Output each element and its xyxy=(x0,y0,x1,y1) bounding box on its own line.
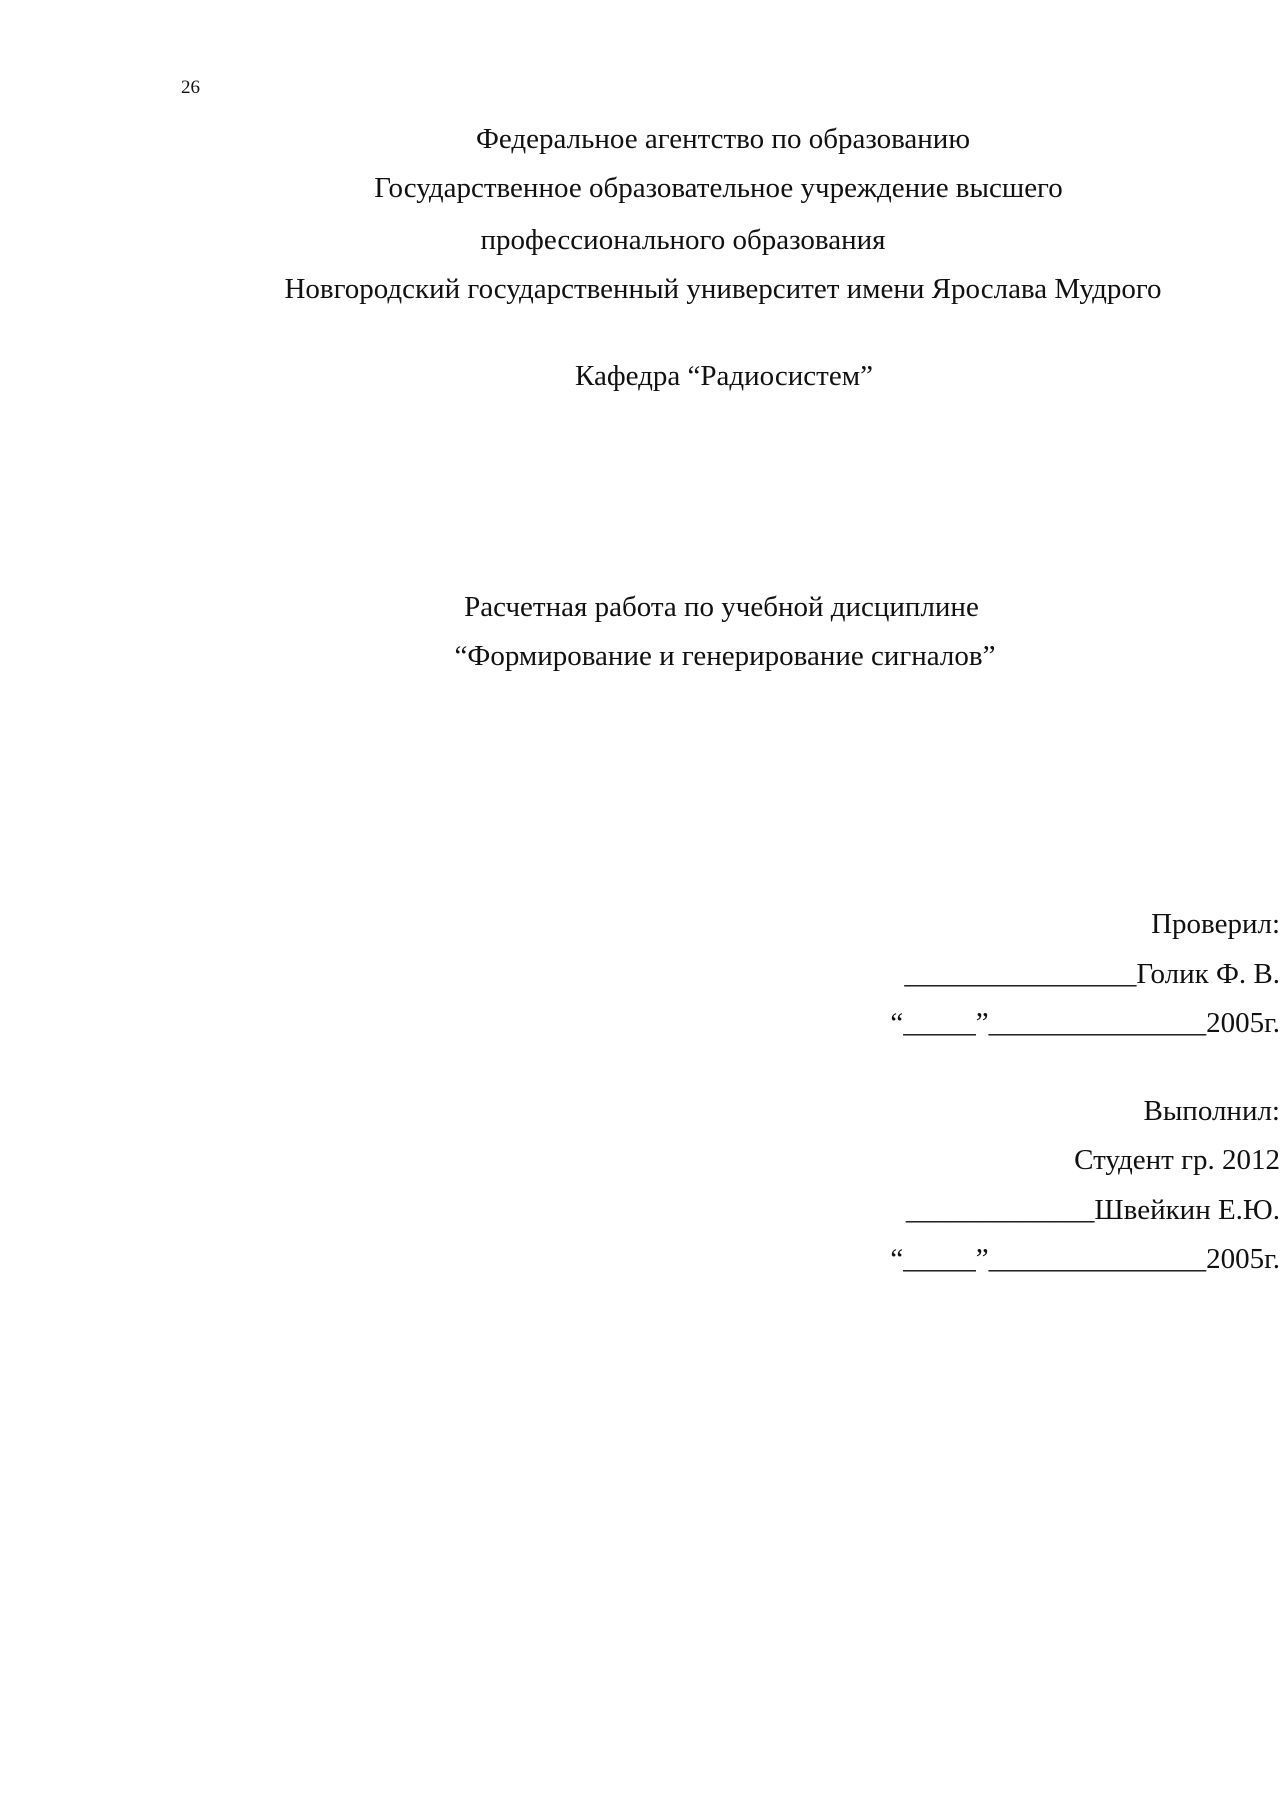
checked-date: “_____”_______________2005г. xyxy=(890,1007,1280,1039)
student-group: Студент гр. 2012 xyxy=(1074,1144,1280,1176)
work-title-line-1: Расчетная работа по учебной дисциплине xyxy=(464,591,979,623)
performed-signature: _____________Швейкин Е.Ю. xyxy=(905,1194,1280,1226)
agency-line: Федеральное агентство по образованию xyxy=(475,123,970,155)
university-line: Новгородский государственный университет имени Ярослава Мудрого xyxy=(284,273,1162,305)
institution-line-2: профессионального образования xyxy=(480,224,886,256)
page-number: 26 xyxy=(181,77,200,98)
department-line: Кафедра “Радиосистем” xyxy=(575,360,873,392)
checked-label: Проверил: xyxy=(1151,908,1280,940)
checked-signature: ________________Голик Ф. В. xyxy=(904,958,1280,990)
institution-line-1: Государственное образовательное учреждение высшего xyxy=(374,172,1063,204)
work-title-line-2: “Формирование и генерирование сигналов” xyxy=(454,640,996,672)
performed-label: Выполнил: xyxy=(1143,1095,1280,1127)
performed-date: “_____”_______________2005г. xyxy=(890,1243,1280,1275)
